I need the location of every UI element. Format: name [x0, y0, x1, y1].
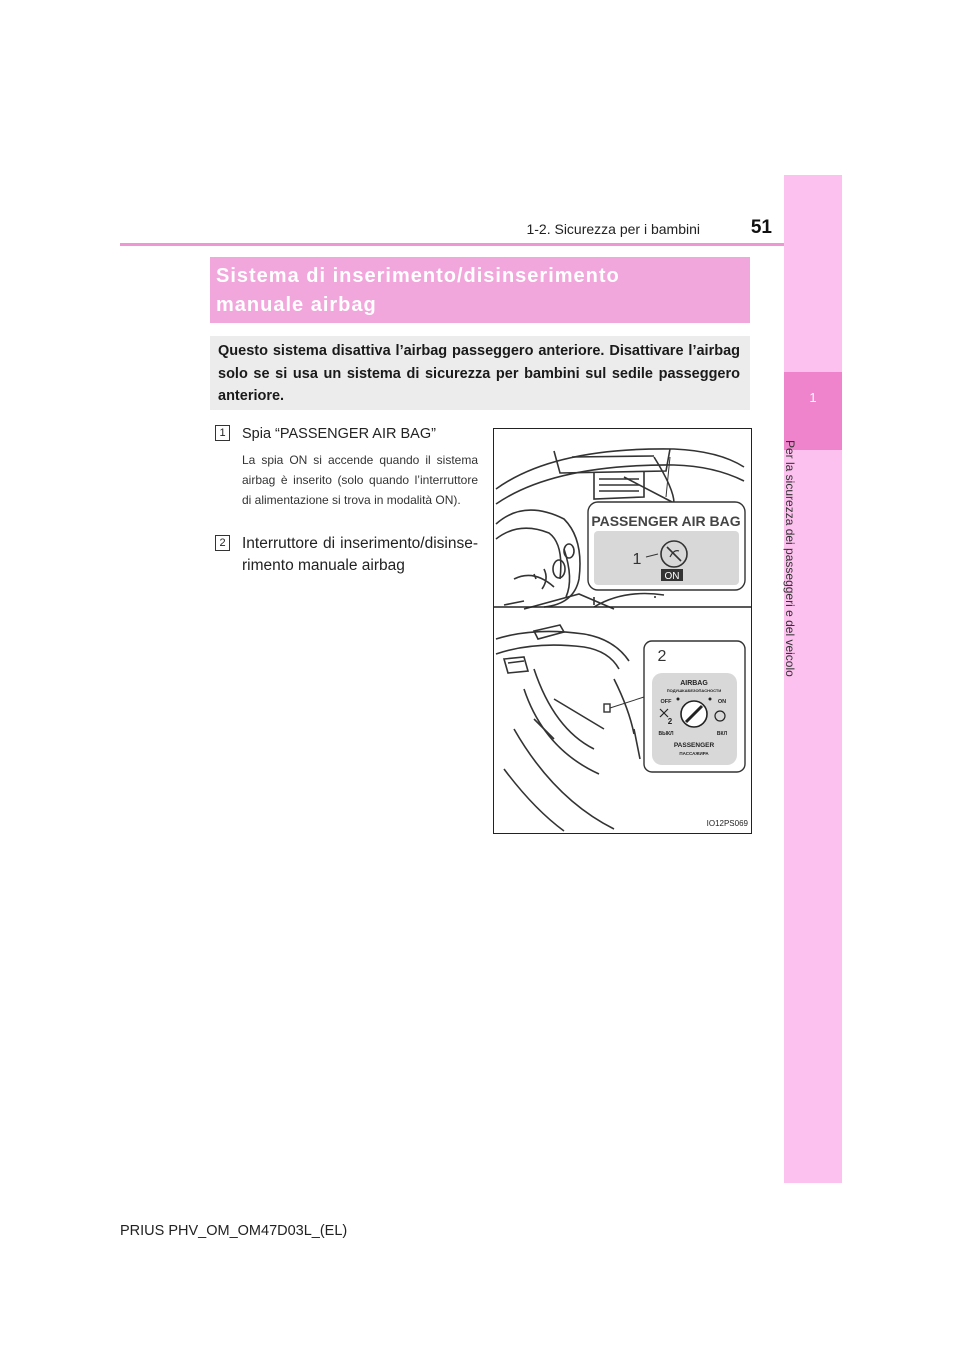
item-2-title: Interruttore di inserimento/disinse-rimento manuale airbag: [242, 535, 478, 574]
switch-passenger-label: PASSENGER: [673, 742, 715, 749]
section-title-line-2: manuale airbag: [216, 294, 377, 316]
item-1-number-badge: 1: [215, 425, 230, 441]
chapter-title-vertical: [783, 440, 805, 710]
airbag-figure: [493, 428, 752, 834]
glovebox-drawing: [496, 631, 640, 831]
chapter-number: 1: [809, 390, 817, 405]
callout-2: 2: [657, 648, 667, 665]
section-title: [216, 262, 736, 320]
airbag-illustration: [494, 429, 751, 833]
on-indicator-text: ON: [664, 571, 680, 582]
switch-on-label-ru: ВКЛ: [716, 731, 728, 737]
switch-airbag-label-ru: ПОДУШКАБЕЗОПАСНОСТИ: [666, 688, 722, 693]
switch-off-label-ru: ВЫКЛ: [658, 731, 674, 737]
section-title-line-1: Sistema di inserimento/disinserimento: [216, 265, 620, 287]
chapter-side-tab-active: [784, 372, 842, 450]
section-reference: 1-2. Sicurezza per i bambini: [526, 221, 700, 237]
indicator-label: PASSENGER AIR BAG: [591, 513, 741, 529]
chapter-title-text: Per la sicurezza dei passeggeri e del veicolo: [783, 440, 797, 677]
page-number: 51: [750, 217, 772, 238]
item-2-number-badge: 2: [215, 535, 230, 551]
document-id: PRIUS PHV_OM_OM47D03L_(EL): [120, 1223, 348, 1239]
switch-airbag-label: AIRBAG: [680, 680, 708, 687]
item-1-title: Spia “PASSENGER AIR BAG”: [242, 426, 436, 442]
callout-1: 1: [632, 551, 642, 568]
intro-text: Questo sistema disattiva l’airbag passeggero anteriore. Disattivare l’airbag solo se si usa un sistema di sicurezza per bambini sul sedile passeggero anteriore.: [218, 343, 740, 404]
figure-code: IO12PS069: [706, 819, 748, 828]
header-divider: [120, 243, 784, 246]
item-1-description: La spia ON si accende quando il sistema airbag è inserito (solo quando l’interruttore di alimentazione si trova in modalità ON).: [242, 453, 478, 507]
svg-text:2: 2: [667, 717, 673, 726]
switch-passenger-label-ru: ПАССАЖИРА: [679, 751, 709, 756]
switch-on-label: ON: [717, 699, 727, 705]
switch-off-label: OFF: [660, 699, 672, 705]
